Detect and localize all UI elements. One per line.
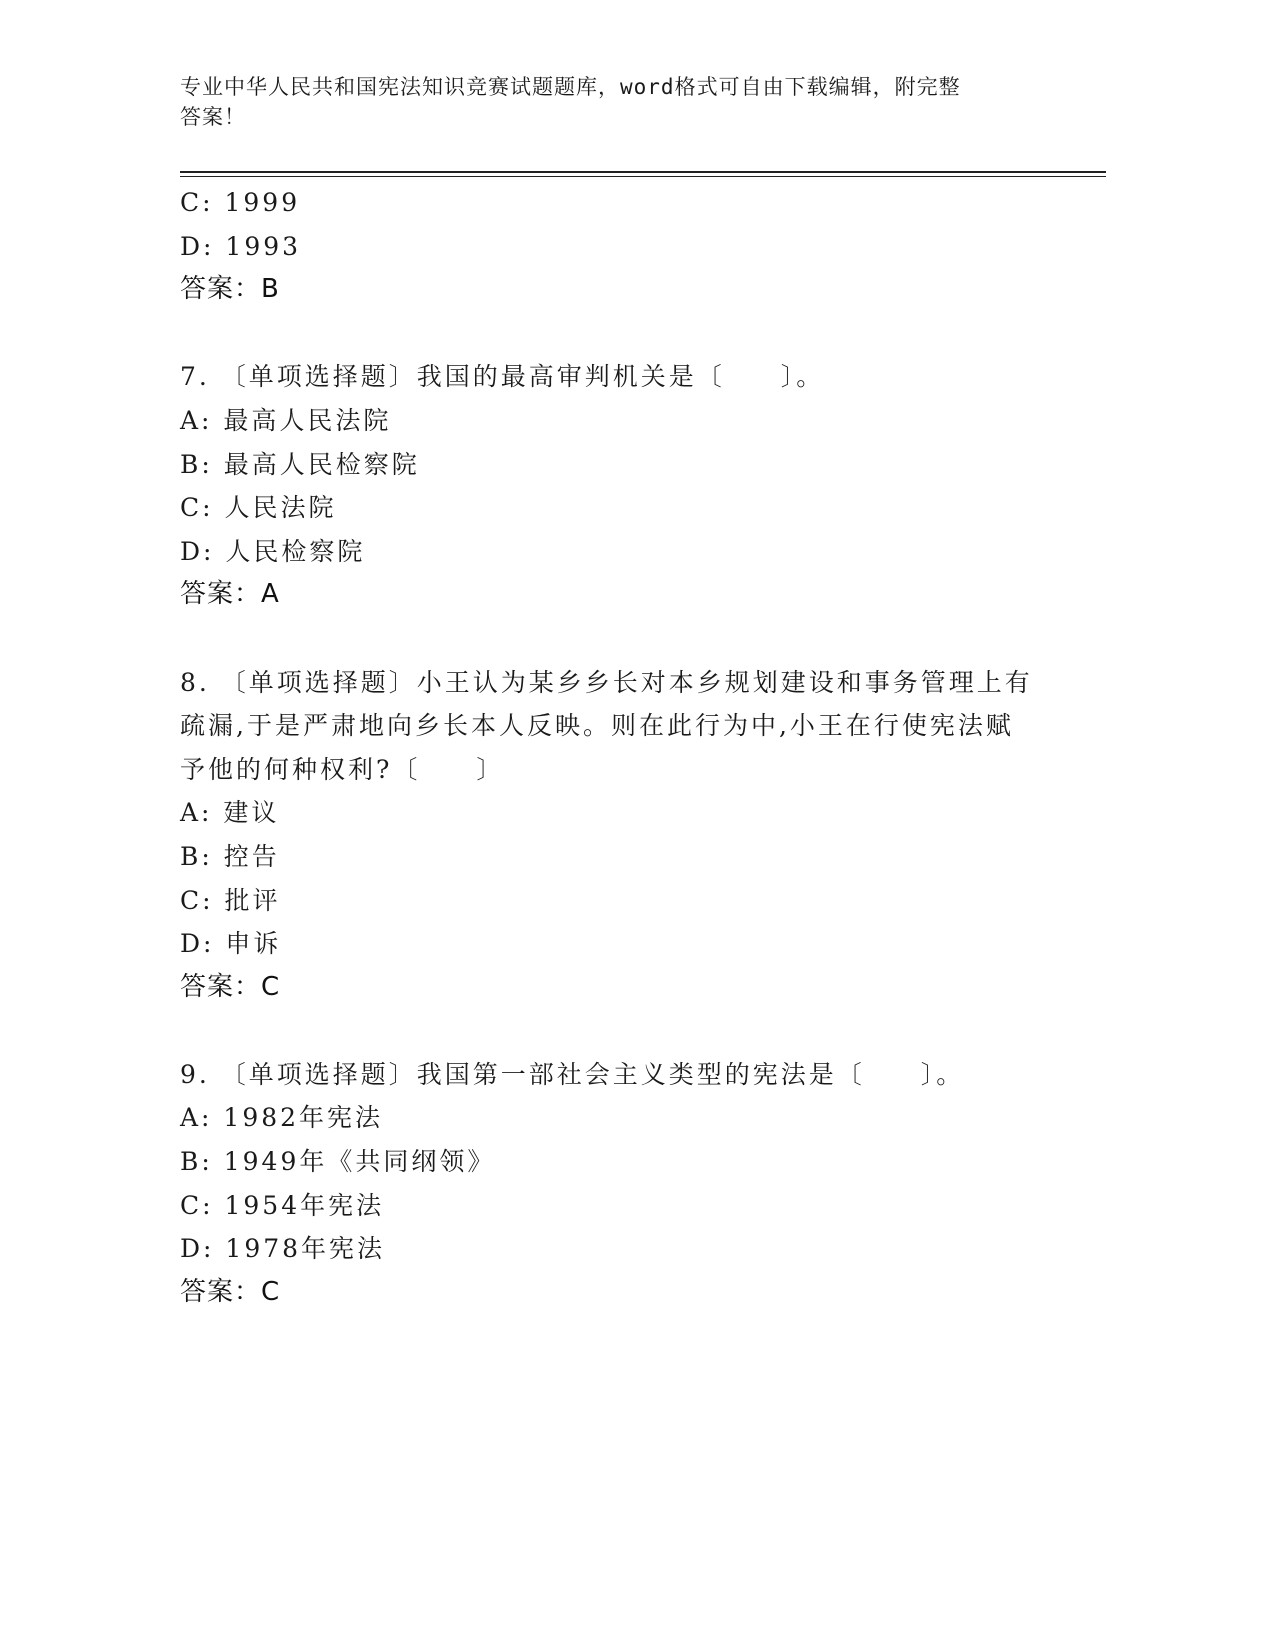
option-d: D: 申诉: [180, 929, 282, 959]
answer-line: 答案：C: [180, 971, 281, 1002]
question-stem-continued: 予他的何种权利?〔 〕: [180, 754, 505, 784]
answer-line: 答案：A: [180, 579, 280, 610]
option-a: A: 最高人民法院: [180, 405, 392, 435]
previous-question-tail: [180, 181, 1060, 312]
option-c: C: 1999: [180, 188, 301, 217]
option-c: C: 1954年宪法: [180, 1190, 385, 1220]
option-c: C: 人民法院: [180, 493, 337, 523]
question-list: [180, 181, 1060, 1314]
header-divider-thick: [180, 171, 1106, 173]
question-stem-continued: 疏漏,于是严肃地向乡长本人反映。则在此行为中,小王在行使宪法赋: [180, 711, 1014, 741]
question-stem: 8. 〔单项选择题〕小王认为某乡乡长对本乡规划建设和事务管理上有: [180, 667, 1033, 697]
question-8: [180, 661, 1060, 1010]
option-a: A: 建议: [180, 798, 280, 828]
option-b: B: 最高人民检察院: [180, 449, 420, 479]
option-d: D: 1978年宪法: [180, 1234, 386, 1264]
option-d: D: 1993: [180, 231, 302, 261]
answer-line: 答案：C: [180, 1276, 281, 1307]
spacer: [180, 1009, 1060, 1053]
document-header: [180, 72, 1040, 132]
question-7: [180, 355, 1060, 617]
option-c: C: 批评: [180, 885, 281, 915]
option-a: A: 1982年宪法: [180, 1103, 384, 1133]
spacer: [180, 312, 1060, 356]
option-b: B: 1949年《共同纲领》: [180, 1147, 496, 1177]
option-b: B: 控告: [180, 841, 280, 871]
answer-line: 答案：B: [180, 274, 280, 305]
option-d: D: 人民检察院: [180, 536, 366, 566]
header-line-1: 专业中华人民共和国宪法知识竞赛试题题库，word格式可自由下载编辑，附完整: [180, 75, 961, 99]
question-stem: 7. 〔单项选择题〕我国的最高审判机关是〔 〕。: [180, 362, 825, 392]
header-line-2: 答案！: [180, 105, 246, 129]
question-9: [180, 1053, 1060, 1315]
header-divider-thin: [180, 176, 1106, 177]
spacer: [180, 617, 1060, 661]
question-stem: 9. 〔单项选择题〕我国第一部社会主义类型的宪法是〔 〕。: [180, 1059, 965, 1089]
